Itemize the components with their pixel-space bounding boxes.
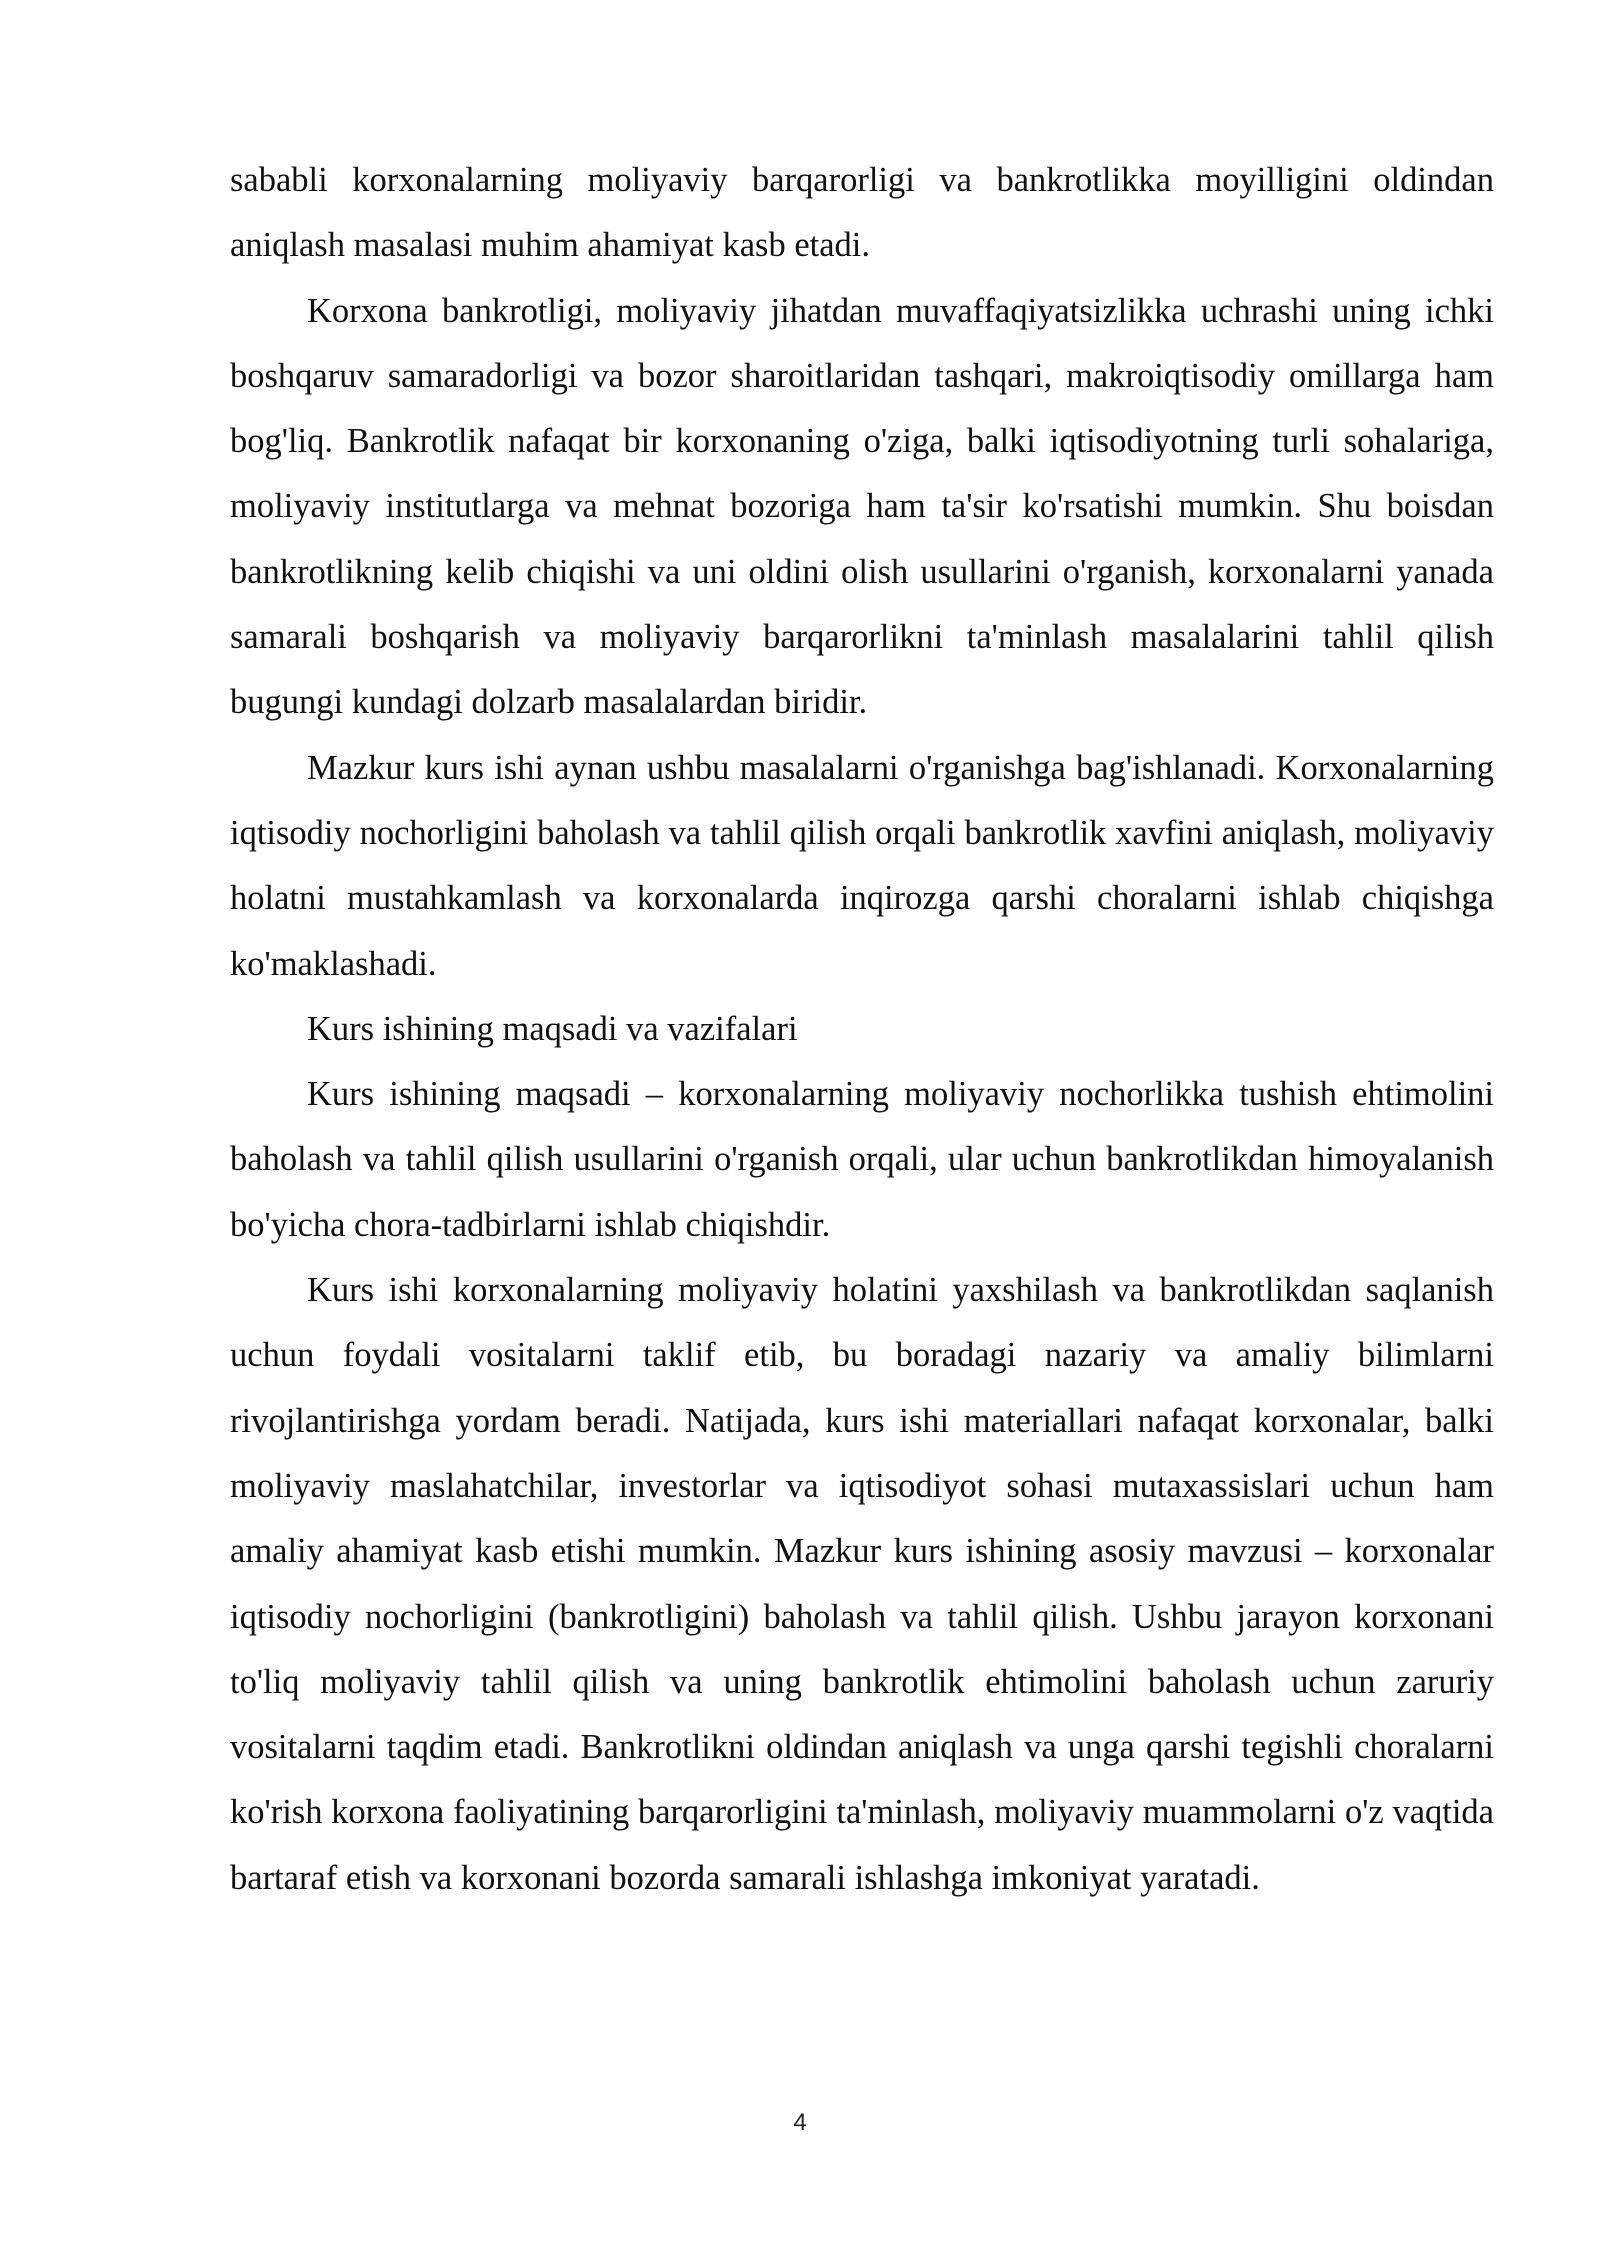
paragraph-course-significance: Kurs ishi korxonalarning moliyaviy holatini yaxshilash va bankrotlikdan saqlanish uchun foydali vositalarni taklif etib, bu boradagi nazariy va amaliy bilimlarni rivojlantirishga yordam beradi. Natijada, kurs ishi materiallari nafaqat korxonalar, balki moliyaviy maslahatchilar, investorlar va iqtisodiyot sohasi mutaxassislari uchun ham amaliy ahamiyat kasb etishi mumkin. Mazkur kurs ishining asosiy mavzusi – korxonalar iqtisodiy nochorligini (bankrotligini) baholash va tahlil qilish. Ushbu jarayon korxonani to'liq moliyaviy tahlil qilish va uning bankrotlik ehtimolini baholash uchun zaruriy vositalarni taqdim etadi. Bankrotlikni oldindan aniqlash va unga qarshi tegishli choralarni ko'rish korxona faoliyatining barqarorligini ta'minlash, moliyaviy muammolarni o'z vaqtida bartaraf etish va korxonani bozorda samarali ishlashga imkoniyat yaratadi. bbox=[230, 1271, 1494, 1897]
paragraph-course-goal: Kurs ishining maqsadi – korxonalarning moliyaviy nochorlikka tushish ehtimolini baholash va tahlil qilish usullarini o'rganish orqali, ular uchun bankrotlikdan himoyalanish bo'yicha chora-tadbirlarni ishlab chiqishdir. bbox=[230, 1075, 1494, 1244]
section-heading-goals: Kurs ishining maqsadi va vazifalari bbox=[307, 1009, 798, 1048]
document-body bbox=[230, 148, 1494, 1911]
paragraph-course-focus: Mazkur kurs ishi aynan ushbu masalalarni o'rganishga bag'ishlanadi. Korxonalarning iqtisodiy nochorligini baholash va tahlil qilish orqali bankrotlik xavfini aniqlash, moliyaviy holatni mustahkamlash va korxonalarda inqirozga qarshi choralarni ishlab chiqishga ko'maklashadi. bbox=[230, 748, 1494, 983]
paragraph-bankruptcy-factors: Korxona bankrotligi, moliyaviy jihatdan muvaffaqiyatsizlikka uchrashi uning ichki boshqaruv samaradorligi va bozor sharoitlaridan tashqari, makroiqtisodiy omillarga ham bog'liq. Bankrotlik nafaqat bir korxonaning o'ziga, balki iqtisodiyotning turli sohalariga, moliyaviy institutlarga va mehnat bozoriga ham ta'sir ko'rsatishi mumkin. Shu boisdan bankrotlikning kelib chiqishi va uni oldini olish usullarini o'rganish, korxonalarni yanada samarali boshqarish va moliyaviy barqarorlikni ta'minlash masalalarini tahlil qilish bugungi kundagi dolzarb masalalardan biridir. bbox=[230, 291, 1494, 722]
page-number: 4 bbox=[793, 2109, 807, 2136]
paragraph-continuation: sababli korxonalarning moliyaviy barqarorligi va bankrotlikka moyilligini oldindan aniqlash masalasi muhim ahamiyat kasb etadi. bbox=[230, 161, 1494, 265]
